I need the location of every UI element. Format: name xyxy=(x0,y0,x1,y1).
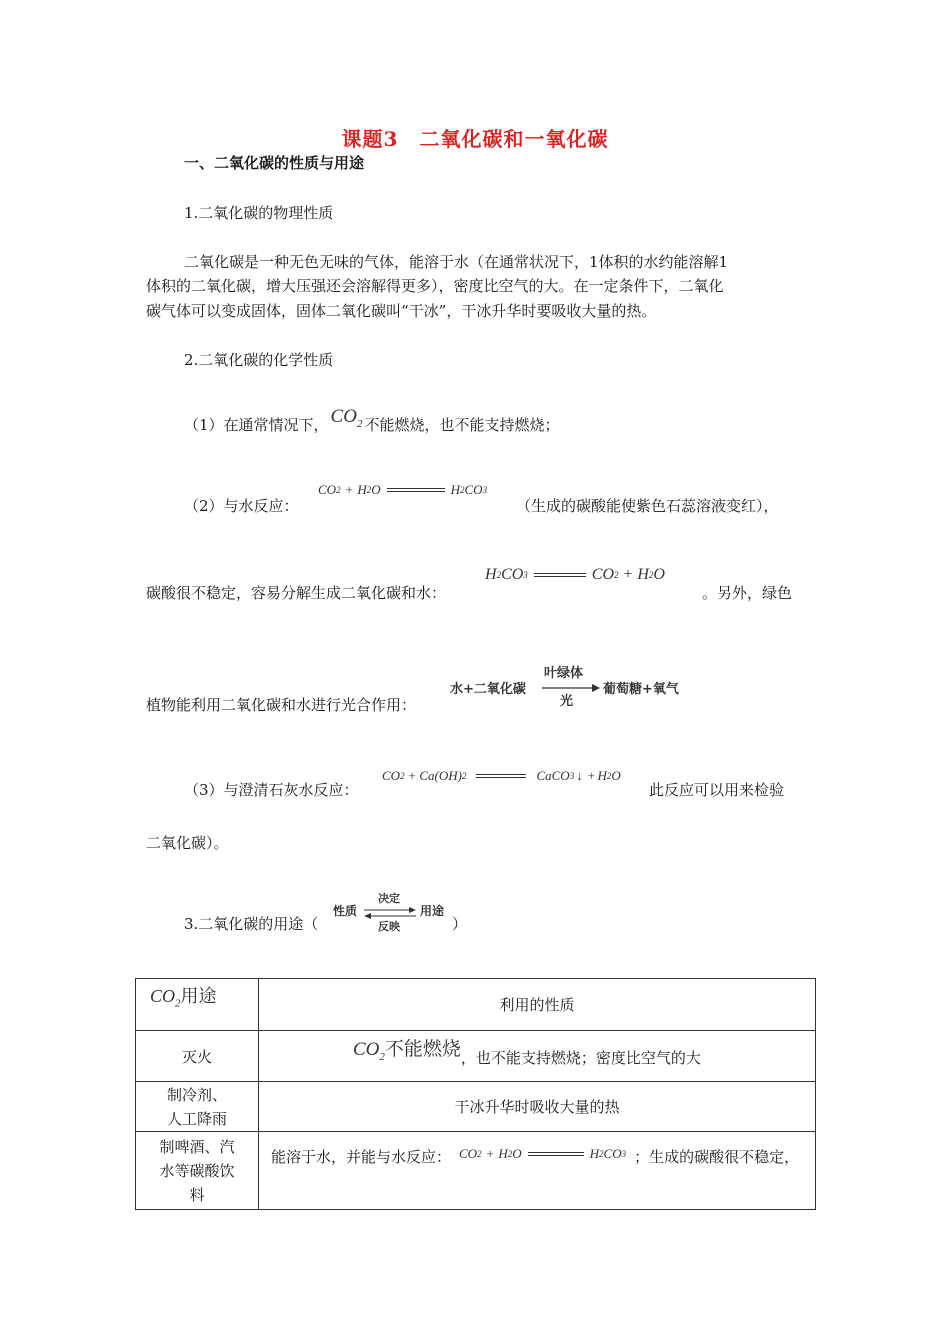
eq-equals xyxy=(387,488,445,492)
co2-base: CO xyxy=(150,986,176,1006)
property-line xyxy=(271,1146,815,1167)
subheading-chemical: 2.二氧化碳的化学性质 xyxy=(184,351,334,369)
property-cell xyxy=(259,1031,816,1082)
item-1 xyxy=(184,408,559,443)
relation-below: 反映 xyxy=(378,920,400,933)
eq-plus: + xyxy=(485,1145,495,1161)
item-1-suffix: 不能燃烧，也不能支持燃烧； xyxy=(364,415,560,434)
eq-sub: 3 xyxy=(523,570,528,580)
item-1-prefix: （1）在通常情况下， xyxy=(184,415,329,434)
use-line: 制啤酒、汽 xyxy=(159,1137,235,1156)
photo-condition-below: 光 xyxy=(560,694,574,709)
eq-sub: 2 xyxy=(614,570,619,580)
eq-term: O xyxy=(611,768,621,783)
co2-base: CO xyxy=(353,1038,380,1060)
eq-term: CO xyxy=(459,1145,478,1161)
photosynthesis-equation xyxy=(450,660,700,709)
carbonic-line: 碳酸很不稳定，容易分解生成二氧化碳和水： xyxy=(146,584,447,602)
item-2-prefix: （2）与水反应： xyxy=(184,497,299,515)
co2-sub: 2 xyxy=(379,1050,385,1063)
eq-sub: 3 xyxy=(621,1148,627,1159)
eq-term: H xyxy=(485,566,497,583)
eq-term: CO xyxy=(382,768,401,783)
co2-sub: 2 xyxy=(175,997,181,1010)
eq-sub: 2 xyxy=(648,570,654,580)
item-3-suffix: 此反应可以用来检验 xyxy=(649,781,785,799)
property-prefix: 能溶于水，并能与水反应： xyxy=(271,1148,452,1166)
header-use-cell xyxy=(136,979,259,1031)
eq-term: CO xyxy=(318,482,337,497)
eq-term: H xyxy=(597,768,607,783)
para-physical-line1: 二氧化碳是一种无色无味的气体，能溶于水（在通常状况下，1体积的水约能溶解1 xyxy=(184,253,729,271)
page-title: 课题3 二氧化碳和一氧化碳 xyxy=(341,127,609,151)
subheading-uses: 3.二氧化碳的用途（ xyxy=(184,915,319,933)
photo-reactants: 水+二氧化碳 xyxy=(450,682,526,697)
property-cell: 干冰升华时吸收大量的热 xyxy=(259,1082,816,1132)
eq-term: O xyxy=(653,566,665,583)
equation-co2-water xyxy=(459,1146,626,1162)
co2-sub: 2 xyxy=(356,417,363,430)
use-line: 水等碳酸饮 xyxy=(159,1161,235,1180)
item-2-suffix: （生成的碳酸能使紫色石蕊溶液变红）， xyxy=(516,497,779,515)
property-suffix: ；生成的碳酸很不稳定， xyxy=(634,1148,800,1166)
eq-term: CO xyxy=(591,566,615,583)
table-row xyxy=(136,1132,816,1210)
relation-right: 用途 xyxy=(420,904,445,918)
eq-sub: 2 xyxy=(599,1148,604,1159)
property-cell xyxy=(259,1132,816,1210)
use-line: 人工降雨 xyxy=(166,1109,227,1128)
eq-term: O xyxy=(371,482,381,497)
relation-diagram xyxy=(330,888,452,934)
eq-term: H xyxy=(589,1145,600,1161)
eq-term: CaCO xyxy=(536,768,570,783)
eq-sub: 2 xyxy=(336,485,341,495)
para-physical-line2: 体积的二氧化碳，增大压强还会溶解得更多），密度比空气的大。在一定条件下，二氧化 xyxy=(146,277,724,295)
eq-sub: 2 xyxy=(606,771,612,781)
eq-plus: + xyxy=(407,768,417,783)
eq-term: CO xyxy=(464,482,483,497)
eq-term: CO xyxy=(603,1145,622,1161)
item-3-prefix: （3）与澄清石灰水反应： xyxy=(184,781,359,799)
co2-formula xyxy=(150,986,181,1010)
table-row xyxy=(136,1082,816,1132)
subheading-uses-close: ） xyxy=(452,915,468,933)
subheading-physical: 1.二氧化碳的物理性质 xyxy=(184,204,334,222)
table-row xyxy=(136,1031,816,1082)
eq-plus: + xyxy=(586,768,596,783)
property-prefix: 不能燃烧 xyxy=(384,1037,461,1060)
eq-term: H xyxy=(357,482,367,497)
equation-limewater xyxy=(382,768,621,784)
co2-uses-table xyxy=(135,978,816,1210)
header-property-cell: 利用的性质 xyxy=(259,979,816,1031)
use-cell: 灭火 xyxy=(136,1031,259,1082)
table-header-row xyxy=(136,979,816,1031)
co2-base: CO xyxy=(330,406,357,427)
relation-above: 决定 xyxy=(378,892,400,905)
eq-equals xyxy=(528,1152,584,1156)
eq-term: O xyxy=(512,1145,522,1161)
eq-term: H xyxy=(498,1145,508,1161)
eq-sub: 3 xyxy=(482,485,488,495)
use-cell xyxy=(136,1082,259,1132)
eq-plus: + xyxy=(344,482,354,497)
co2-formula xyxy=(331,403,363,438)
equation-co2-water xyxy=(318,482,487,498)
eq-sub: 2 xyxy=(366,485,372,495)
eq-sub: 3 xyxy=(569,771,575,781)
eq-sub: 2 xyxy=(507,1148,513,1159)
use-cell xyxy=(136,1132,259,1210)
eq-term: H xyxy=(450,482,461,497)
eq-term: CO xyxy=(501,566,524,583)
equation-decomposition xyxy=(485,566,665,584)
property-text: ，也不能支持燃烧；密度比空气的大 xyxy=(460,1048,701,1067)
use-line: 料 xyxy=(189,1185,205,1204)
header-use-label: 用途 xyxy=(180,986,217,1007)
eq-sub: 2 xyxy=(477,1148,482,1159)
eq-sub: 2 xyxy=(496,570,502,580)
photosynthesis-line: 植物能利用二氧化碳和水进行光合作用： xyxy=(146,696,417,714)
eq-equals xyxy=(476,774,526,778)
carbonic-line-suffix: 。另外，绿色 xyxy=(702,584,793,602)
item-3-continuation: 二氧化碳）。 xyxy=(146,834,229,852)
section-heading-1: 一、二氧化碳的性质与用途 xyxy=(184,154,365,172)
eq-sub: 2 xyxy=(460,485,465,495)
eq-term: Ca(OH) xyxy=(419,768,462,783)
eq-sub: 2 xyxy=(400,771,405,781)
eq-equals xyxy=(534,573,586,577)
eq-sub: 2 xyxy=(461,771,467,781)
photo-condition-above: 叶绿体 xyxy=(544,666,584,681)
precipitate-arrow-icon: ↓ xyxy=(576,768,583,783)
para-physical-line3: 碳气体可以变成固体，固体二氧化碳叫“干冰”，干冰升华时要吸收大量的热。 xyxy=(146,302,657,320)
photo-products: 葡萄糖+氧气 xyxy=(603,682,679,697)
co2-formula xyxy=(353,1038,385,1063)
eq-term: H xyxy=(637,566,649,583)
relation-left: 性质 xyxy=(333,904,358,918)
eq-plus: + xyxy=(622,566,634,583)
use-line: 制冷剂、 xyxy=(166,1085,227,1104)
